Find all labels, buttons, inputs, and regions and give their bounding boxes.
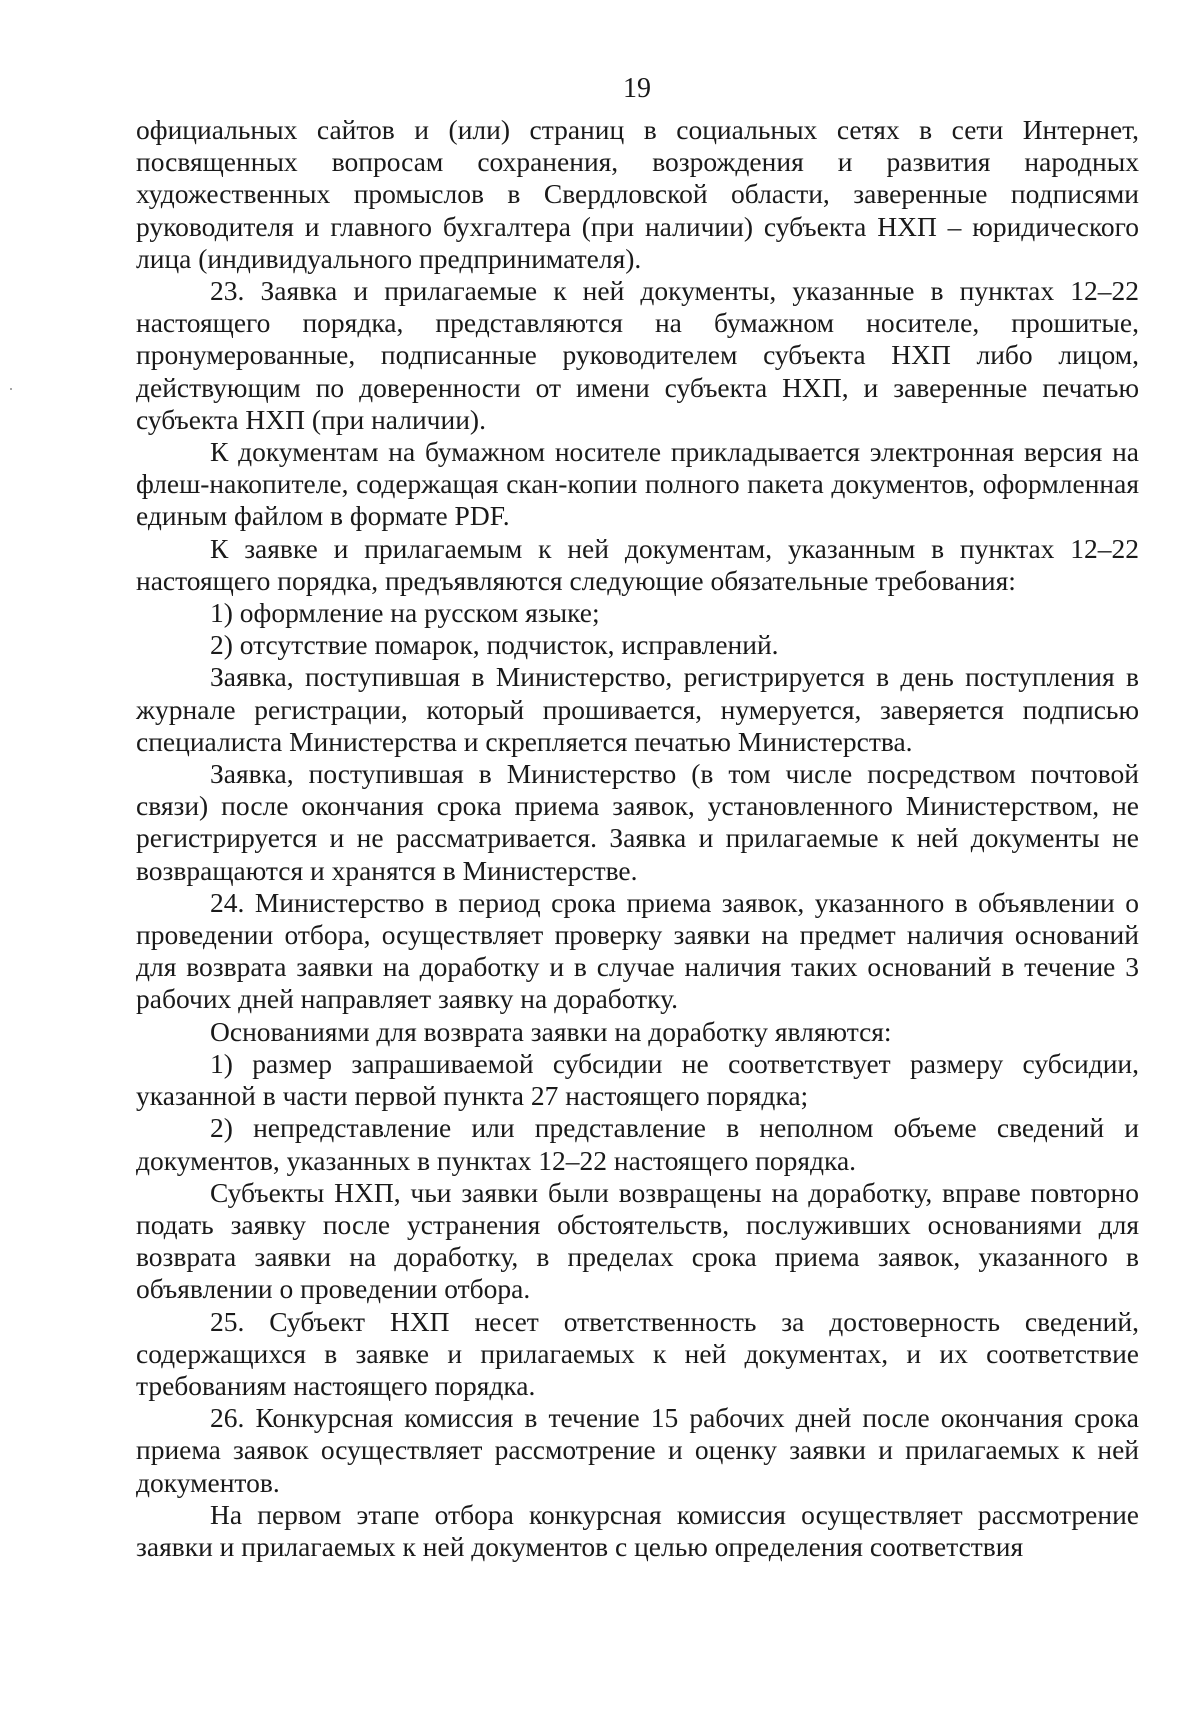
document-body xyxy=(136,114,1139,1563)
paragraph-requirements: К заявке и прилагаемым к ней документам, указанным в пунктах 12–22 настоящего порядка, предъявляются следующие обязательные требования: xyxy=(136,532,1139,596)
paragraph-item-24: 24. Министерство в период срока приема заявок, указанного в объявлении о проведении отбора, осуществляет проверку заявки на предмет наличия оснований для возврата заявки на доработку и в случае наличия таких оснований в течение 3 рабочих дней направляет заявку на доработку. xyxy=(136,886,1139,1015)
paragraph-item-25: 25. Субъект НХП несет ответственность за достоверность сведений, содержащихся в заявке и прилагаемых к ней документах, и их соответствие требованиям настоящего порядка. xyxy=(136,1305,1139,1401)
paragraph-registration: Заявка, поступившая в Министерство, регистрируется в день поступления в журнале регистрации, который прошивается, нумеруется, заверяется подписью специалиста Министерства и скрепляется печатью Министерства. xyxy=(136,661,1139,757)
paragraph-return-grounds: Основаниями для возврата заявки на доработку являются: xyxy=(210,1015,892,1047)
paragraph-resubmission: Субъекты НХП, чьи заявки были возвращены на доработку, вправе повторно подать заявку после устранения обстоятельств, послуживших основаниями для возврата заявки на доработку, в пределах срока приема заявок, указанного в объявлении о проведении отбора. xyxy=(136,1176,1139,1305)
paragraph-item-23: 23. Заявка и прилагаемые к ней документы, указанные в пунктах 12–22 настоящего порядка, представляются на бумажном носителе, прошитые, пронумерованные, подписанные руководителем субъекта НХП либо лицом, действующим по доверенности от имени субъекта НХП, и заверенные печатью субъекта НХП (при наличии). xyxy=(136,275,1139,435)
page-number: 19 xyxy=(623,73,651,104)
scan-speck xyxy=(10,388,12,390)
return-ground-2: 2) непредставление или представление в неполном объеме сведений и документов, указанных в пунктах 12–22 настоящего порядка. xyxy=(136,1112,1139,1176)
paragraph-item-26: 26. Конкурсная комиссия в течение 15 рабочих дней после окончания срока приема заявок осуществляет рассмотрение и оценку заявки и прилагаемых к ней документов. xyxy=(136,1402,1139,1498)
paragraph-continuation: официальных сайтов и (или) страниц в социальных сетях в сети Интернет, посвященных вопросам сохранения, возрождения и развития народных художественных промыслов в Свердловской области, заверенные подписями руководителя и главного бухгалтера (при наличии) субъекта НХП – юридического лица (индивидуального предпринимателя). xyxy=(136,114,1139,274)
paragraph-late-application: Заявка, поступившая в Министерство (в том числе посредством почтовой связи) после окончания срока приема заявок, установленного Министерством, не регистрируется и не рассматривается. Заявка и прилагаемые к ней документы не возвращаются и хранятся в Министерстве. xyxy=(136,758,1139,886)
paragraph-electronic-version: К документам на бумажном носителе прикладывается электронная версия на флеш-накопителе, содержащая скан-копии полного пакета документов, оформленная единым файлом в формате PDF. xyxy=(136,436,1139,532)
requirement-1: 1) оформление на русском языке; xyxy=(210,597,600,629)
return-ground-1: 1) размер запрашиваемой субсидии не соответствует размеру субсидии, указанной в части первой пункта 27 настоящего порядка; xyxy=(136,1047,1139,1112)
requirement-2: 2) отсутствие помарок, подчисток, исправлений. xyxy=(210,629,779,661)
paragraph-first-stage: На первом этапе отбора конкурсная комиссия осуществляет рассмотрение заявки и прилагаемых к ней документов с целью определения соответствия xyxy=(136,1498,1139,1562)
